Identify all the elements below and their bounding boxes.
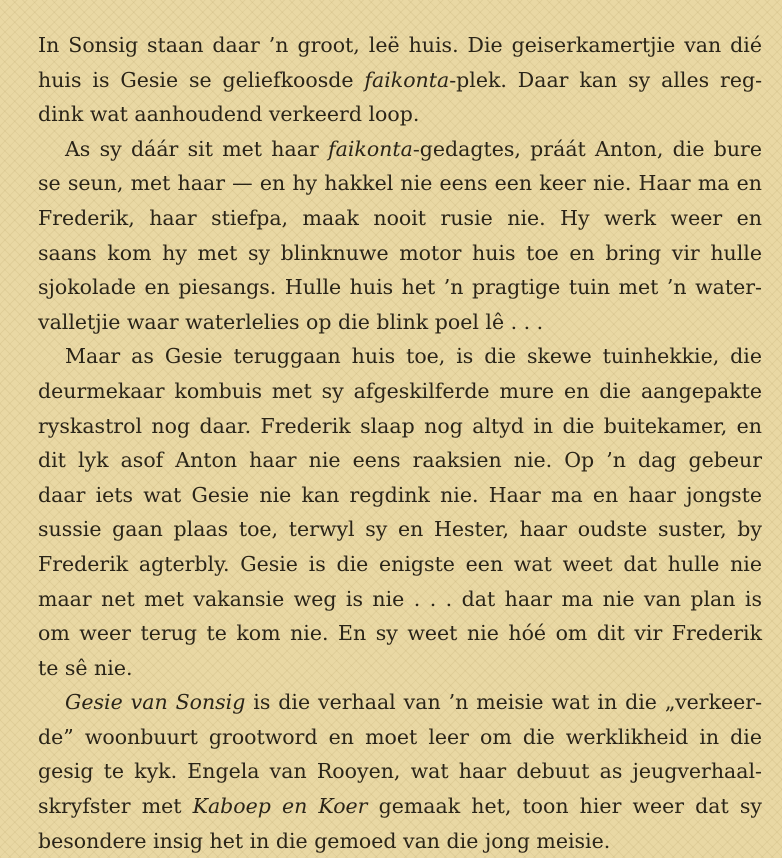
text-run: daar iets wat Gesie nie kan regdink nie. Haar ma en haar jongste bbox=[38, 482, 762, 507]
text-run: ryskastrol nog daar. Frederik slaap nog altyd in die buitekamer, en bbox=[38, 413, 762, 438]
italic-run: faikonta bbox=[328, 136, 413, 161]
text-line bbox=[38, 789, 762, 824]
text-run: valletjie waar waterlelies op die blink poel lê . . . bbox=[38, 309, 544, 334]
text-run: huis is Gesie se geliefkoosde bbox=[38, 67, 365, 92]
text-line bbox=[38, 63, 762, 98]
text-run: -gedagtes, práát Anton, die bure bbox=[412, 136, 762, 161]
text-run: dink wat aanhoudend verkeerd loop. bbox=[38, 102, 420, 127]
italic-run: Kaboep en Koer bbox=[192, 794, 368, 819]
text-line bbox=[38, 374, 762, 409]
text-run: deurmekaar kombuis met sy afgeskilferde mure en die aangepakte bbox=[38, 378, 762, 403]
text-run: Frederik, haar stiefpa, maak nooit rusie nie. Hy werk weer en bbox=[38, 205, 762, 230]
text-run: om weer terug te kom nie. En sy weet nie hóé om dit vir Frederik bbox=[38, 621, 762, 646]
text-run: sussie gaan plaas toe, terwyl sy en Hester, haar oudste suster, by bbox=[38, 517, 762, 542]
paragraph-4 bbox=[38, 685, 762, 858]
text-line bbox=[38, 512, 762, 547]
text-line bbox=[38, 443, 762, 478]
text-run: Maar as Gesie teruggaan huis toe, is die skewe tuinhekkie, die bbox=[65, 344, 762, 369]
text-line bbox=[38, 305, 762, 340]
text-line bbox=[38, 132, 762, 167]
text-run: Frederik agterbly. Gesie is die enigste een wat weet dat hulle nie bbox=[38, 551, 762, 576]
text-run: gemaak het, toon hier weer dat sy bbox=[367, 794, 762, 819]
text-line bbox=[38, 685, 762, 720]
text-run: se seun, met haar — en hy hakkel nie eens een keer nie. Haar ma en bbox=[38, 171, 762, 196]
text-run: As sy dáár sit met haar bbox=[65, 136, 329, 161]
text-line bbox=[38, 236, 762, 271]
text-line bbox=[38, 478, 762, 513]
text-line bbox=[38, 754, 762, 789]
text-line bbox=[38, 201, 762, 236]
text-line bbox=[38, 547, 762, 582]
italic-run: faikonta bbox=[364, 67, 450, 92]
text-line bbox=[38, 28, 762, 63]
italic-run: Gesie van Sonsig bbox=[65, 690, 246, 715]
text-line bbox=[38, 582, 762, 617]
text-run: -plek. Daar kan sy alles reg- bbox=[449, 67, 763, 92]
text-run: sjokolade en piesangs. Hulle huis het ’n pragtige tuin met ’n water- bbox=[38, 275, 762, 300]
text-line bbox=[38, 409, 762, 444]
text-line bbox=[38, 166, 762, 201]
text-run: is die verhaal van ’n meisie wat in die „verkeer- bbox=[245, 690, 762, 715]
text-run: te sê nie. bbox=[38, 655, 133, 680]
text-run: skryfster met bbox=[38, 794, 193, 819]
text-line bbox=[38, 651, 762, 686]
text-run: dit lyk asof Anton haar nie eens raaksien nie. Op ’n dag gebeur bbox=[38, 448, 762, 473]
text-line bbox=[38, 270, 762, 305]
text-run: In Sonsig staan daar ’n groot, leë huis. Die geiserkamertjie van dié bbox=[38, 33, 762, 57]
text-run: saans kom hy met sy blinknuwe motor huis toe en bring vir hulle bbox=[38, 240, 762, 265]
text-line bbox=[38, 339, 762, 374]
text-run: maar net met vakansie weg is nie . . . dat haar ma nie van plan is bbox=[38, 586, 762, 611]
paragraph-1 bbox=[38, 28, 762, 132]
text-run: besondere insig het in die gemoed van die jong meisie. bbox=[38, 828, 611, 853]
text-run: de” woonbuurt grootword en moet leer om die werklikheid in die bbox=[38, 724, 762, 749]
text-line bbox=[38, 720, 762, 755]
text-run: gesig te kyk. Engela van Rooyen, wat haar debuut as jeugverhaal- bbox=[38, 759, 762, 784]
blurb-text bbox=[38, 28, 762, 858]
text-line bbox=[38, 97, 762, 132]
paragraph-3 bbox=[38, 339, 762, 685]
text-line bbox=[38, 616, 762, 651]
paragraph-2 bbox=[38, 132, 762, 340]
text-line bbox=[38, 824, 762, 858]
